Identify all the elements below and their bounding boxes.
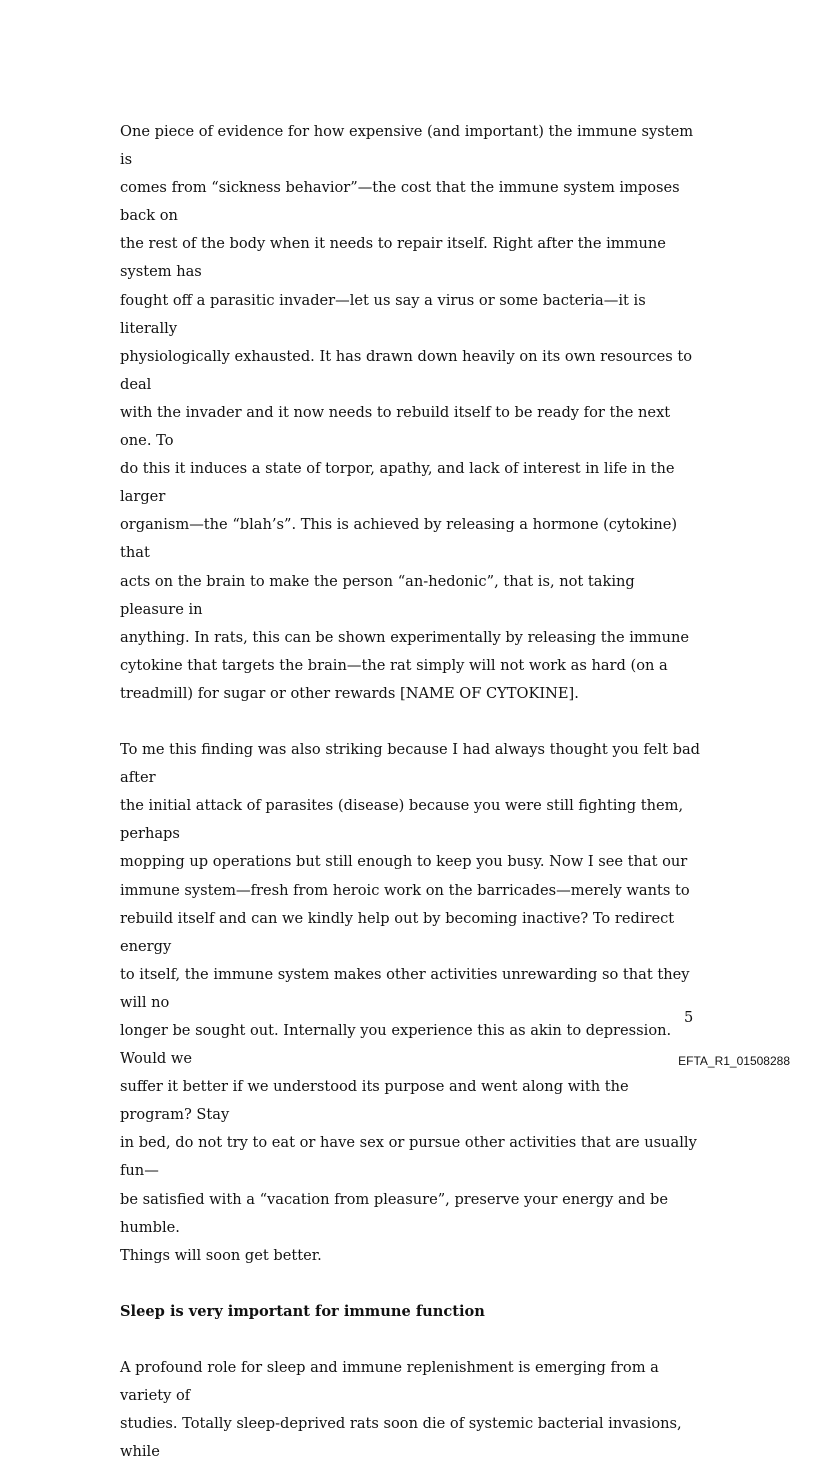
paragraph-gap	[120, 708, 700, 736]
paragraph-gap	[120, 1326, 700, 1354]
page-number: 5	[684, 1009, 694, 1026]
paragraph-immune-rebuild: To me this finding was also striking because I had always thought you felt bad after the initial attack of parasites (disease) because you were still fighting them, perhaps mopping up operations but still enough to keep you busy. Now I see that our immune system—fresh from heroic work on the barricades—merely wants to rebuild itself and can we kindly help out by becoming inactive? To redirect energy to itself, the immune system makes other activities unrewarding so that they will no longer be sought out. Internally you experience this as akin to depression. Would we suffer it better if we understood its purpose and went along with the program? Stay in bed, do not try to eat or have sex or pursue other activities that are usually fun— be satisfied with a “vacation from pleasure”, preserve your energy and be humble. Things will soon get better.	[120, 741, 701, 1264]
paragraph-sleep-studies: A profound role for sleep and immune replenishment is emerging from a variety of studies. Totally sleep-deprived rats soon die of systemic bacterial invasions, while	[120, 1359, 682, 1461]
paragraph-sickness-behavior: One piece of evidence for how expensive (and important) the immune system is comes from “sickness behavior”—the cost that the immune system imposes back on the rest of the body when it needs to repair itself. Right after the immune system has fought off a parasitic invader—let us say a virus or some bacteria—it is literally physiologically exhausted. It has drawn down heavily on its own resources to deal with the invader and it now needs to rebuild itself to be ready for the next one. To do this it induces a state of torpor, apathy, and lack of interest in life in the larger organism—the “blah’s”. This is achieved by releasing a hormone (cytokine) that acts on the brain to make the person “an-hedonic”, that is, not taking pleasure in anything. In rats, this can be shown experimentally by releasing the immune cytokine that targets the brain—the rat simply will not work as hard (on a treadmill) for sugar or other rewards [NAME OF CYTOKINE].	[120, 123, 694, 702]
section-heading: Sleep is very important for immune function	[120, 1302, 485, 1320]
paragraph-gap	[120, 1270, 700, 1298]
document-id: EFTA_R1_01508288	[678, 1054, 790, 1068]
document-body	[120, 118, 700, 1467]
